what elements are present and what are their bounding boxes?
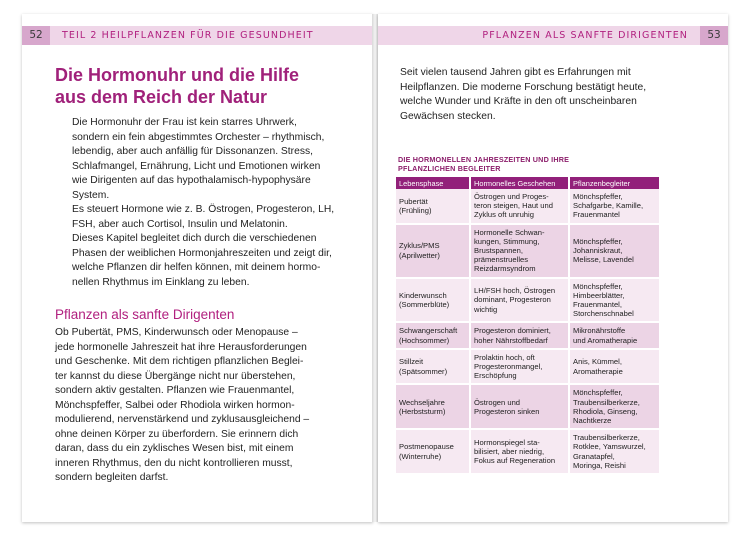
cell-event <box>470 189 569 224</box>
cell-line: Wechseljahre <box>399 397 445 407</box>
cell-plants <box>569 429 659 474</box>
cell-line: Stillzeit <box>399 357 424 367</box>
text-line: modulierend, nervenstärkend und zyklusausgleichend – <box>55 414 310 425</box>
text-line: nellen Rhythmus im Einklang zu leben. <box>72 276 250 288</box>
table-row <box>396 278 659 323</box>
text-line: lebendig, aber auch anfällig für Dissonanzen. Stress, <box>72 146 313 157</box>
cell-line: (Herbststurm) <box>399 406 446 416</box>
text-line: Mönchspfeffer, Salbei oder Rhodiola wirken hormon- <box>55 399 295 411</box>
text-line: daran, dass du ein zyklisches Wesen bist, mit einem <box>55 443 294 454</box>
cell-line: Himbeerblätter, <box>573 290 625 300</box>
cell-plants <box>569 384 659 429</box>
subheading: Pflanzen als sanfte Dirigenten <box>55 307 235 322</box>
page-number-right: 53 <box>700 26 728 45</box>
cell-line: Mikronährstoffe <box>573 326 626 336</box>
cell-line: und Aromatherapie <box>573 335 638 345</box>
cell-line: Hormonelle Schwan- <box>474 227 545 237</box>
table-row <box>396 429 659 474</box>
table-row <box>396 224 659 278</box>
text-line: ohne deinen Körper zu überfordern. Sie erinnern dich <box>55 428 299 440</box>
title-line-2: aus dem Reich der Natur <box>55 87 268 107</box>
text-line: Gewächsen stecken. <box>400 110 496 122</box>
table-caption <box>398 155 698 173</box>
cell-line: (Spätsommer) <box>399 366 448 376</box>
cell-line: (Winterruhe) <box>399 451 442 461</box>
cell-line: hoher Nährstoffbedarf <box>474 335 548 345</box>
cell-phase <box>396 349 470 385</box>
cell-line: Rotklee, Yamswurzel, <box>573 442 646 452</box>
table-row <box>396 384 659 429</box>
cell-line: dominant, Progesteron <box>474 295 551 305</box>
hormone-seasons-table <box>396 177 659 475</box>
cell-line: Storchenschnabel <box>573 309 634 319</box>
running-head-right: PFLANZEN ALS SANFTE DIRIGENTEN <box>482 30 688 41</box>
cell-line: Progesteron dominiert, <box>474 326 551 336</box>
cell-phase <box>396 278 470 323</box>
cell-plants <box>569 349 659 385</box>
cell-line: Zyklus oft unruhig <box>474 210 534 220</box>
cell-event <box>470 349 569 385</box>
cell-line: Rhodiola, Ginseng, <box>573 406 638 416</box>
text-line: jede hormonelle Jahreszeit hat ihre Herausforderungen <box>55 341 307 353</box>
text-line: ter kannst du diese Übergänge nicht nur überstehen, <box>55 370 296 382</box>
text-line: Phasen der weiblichen Hormonjahreszeiten und zeigt dir, <box>72 247 332 259</box>
cell-line: Postmenopause <box>399 442 454 452</box>
cell-event <box>470 278 569 323</box>
text-line: Ob Pubertät, PMS, Kinderwunsch oder Menopause – <box>55 327 298 338</box>
header-lebensphase: Lebensphase <box>396 177 470 189</box>
cell-phase <box>396 384 470 429</box>
right-page <box>378 14 728 522</box>
cell-line: Reizdarmsyndrom <box>474 264 536 274</box>
cell-line: Aromatherapie <box>573 366 623 376</box>
text-line: welche Wunder und Kräfte in den oft unscheinbaren <box>400 96 637 107</box>
cell-line: kungen, Stimmung, <box>474 236 540 246</box>
cell-line: Progesteronmangel, <box>474 362 543 372</box>
cell-line: Nachtkerze <box>573 416 612 426</box>
cell-line: Östrogen und Proges- <box>474 192 549 201</box>
cell-line: Frauenmantel <box>573 210 620 220</box>
text-line: System. <box>72 189 110 201</box>
text-line: Die Hormonuhr der Frau ist kein starres Uhrwerk, <box>72 117 297 128</box>
cell-line: (Frühling) <box>399 205 432 215</box>
cell-line: Traubensilberkerze, <box>573 433 640 443</box>
cell-line: Zyklus/PMS <box>399 241 440 251</box>
cell-line: (Hochsommer) <box>399 335 450 345</box>
cell-line: teron steigen, Haut und <box>474 201 553 211</box>
caption-line-1: DIE HORMONELLEN JAHRESZEITEN UND IHRE <box>398 155 570 164</box>
cell-line: Östrogen und <box>474 397 521 407</box>
cell-plants <box>569 189 659 224</box>
cell-line: Pubertät <box>399 196 428 206</box>
chapter-title <box>55 64 355 108</box>
table-row <box>396 349 659 385</box>
left-page <box>22 14 373 522</box>
text-line: sondern begleiten darfst. <box>55 472 169 483</box>
cell-event <box>470 322 569 348</box>
cell-line: Progesteron sinken <box>474 406 540 416</box>
right-header-bar <box>378 26 728 45</box>
text-line: welche Pflanzen dir helfen können, mit deinem hormo- <box>72 262 321 273</box>
cell-plants <box>569 224 659 278</box>
cell-phase <box>396 189 470 224</box>
cell-line: Johanniskraut, <box>573 246 623 256</box>
intro-paragraph <box>72 116 364 290</box>
header-pflanzenbegleiter: Pflanzenbegleiter <box>569 177 659 189</box>
cell-event <box>470 429 569 474</box>
cell-line: prämenstruelles <box>474 255 529 265</box>
text-line: Es steuert Hormone wie z. B. Östrogen, Progesteron, LH, <box>72 204 335 215</box>
cell-line: Moringa, Reishi <box>573 460 626 470</box>
cell-phase <box>396 322 470 348</box>
cell-line: Frauenmantel, <box>573 300 622 310</box>
cell-line: Schwangerschaft <box>399 326 458 336</box>
cell-line: LH/FSH hoch, Östrogen <box>474 286 556 296</box>
cell-line: Mönchspfeffer, <box>573 388 623 398</box>
cell-line: Prolaktin hoch, oft <box>474 352 535 362</box>
cell-line: Mönchspfeffer, <box>573 192 623 201</box>
body-paragraph <box>55 326 360 486</box>
cell-line: Schafgarbe, Kamille, <box>573 201 644 211</box>
cell-line: Melisse, Lavendel <box>573 255 634 265</box>
cell-event <box>470 384 569 429</box>
text-line: Seit vielen tausend Jahren gibt es Erfahrungen mit <box>400 67 631 78</box>
text-line: und Geschenke. Mit dem richtigen pflanzlichen Beglei- <box>55 356 304 367</box>
cell-line: Anis, Kümmel, <box>573 357 622 367</box>
text-line: sondern ein fein abgestimmtes Orchester – rhythmisch, <box>72 131 325 143</box>
cell-event <box>470 224 569 278</box>
cell-plants <box>569 278 659 323</box>
text-line: Schlafmangel, Ernährung, Licht und Emotionen wirken <box>72 160 321 172</box>
left-header-bar <box>22 26 373 45</box>
text-line: inneren Rhythmus, den du nicht kontrollieren musst, <box>55 457 293 469</box>
cell-line: (Aprilwetter) <box>399 250 440 260</box>
table-header-row <box>396 177 659 189</box>
cell-phase <box>396 429 470 474</box>
text-line: Heilpflanzen. Die moderne Forschung bestätigt heute, <box>400 81 647 93</box>
cell-line: Erschöpfung <box>474 371 517 381</box>
cell-plants <box>569 322 659 348</box>
page-number-left: 52 <box>22 26 50 45</box>
cell-line: Brustspannen, <box>474 246 523 256</box>
right-intro-paragraph <box>400 66 700 124</box>
cell-line: (Sommerblüte) <box>399 300 450 310</box>
title-line-1: Die Hormonuhr und die Hilfe <box>55 65 300 85</box>
cell-line: wichtig <box>474 304 498 314</box>
cell-line: Kinderwunsch <box>399 290 447 300</box>
cell-line: Mönchspfeffer, <box>573 236 623 246</box>
header-hormonelles-geschehen: Hormonelles Geschehen <box>470 177 569 189</box>
cell-line: Mönchspfeffer, <box>573 281 623 291</box>
cell-line: Hormonspiegel sta- <box>474 437 540 447</box>
cell-line: Traubensilberkerze, <box>573 397 640 407</box>
cell-line: bilisiert, aber niedrig, <box>474 447 545 457</box>
running-head-left: TEIL 2 HEILPFLANZEN FÜR DIE GESUNDHEIT <box>62 30 314 41</box>
cell-line: Granatapfel, <box>573 451 615 461</box>
cell-phase <box>396 224 470 278</box>
table-row <box>396 322 659 348</box>
text-line: FSH, aber auch Cortisol, Insulin und Melatonin. <box>72 218 288 230</box>
text-line: Dieses Kapitel begleitet dich durch die verschiedenen <box>72 233 317 244</box>
table-row <box>396 189 659 224</box>
caption-line-2: PFLANZLICHEN BEGLEITER <box>398 164 501 173</box>
text-line: sondern aktiv gestalten. Pflanzen wie Frauenmantel, <box>55 385 295 396</box>
text-line: wie Dirigenten auf das hypothalamisch-hypophysäre <box>72 175 311 186</box>
cell-line: Fokus auf Regeneration <box>474 456 556 466</box>
